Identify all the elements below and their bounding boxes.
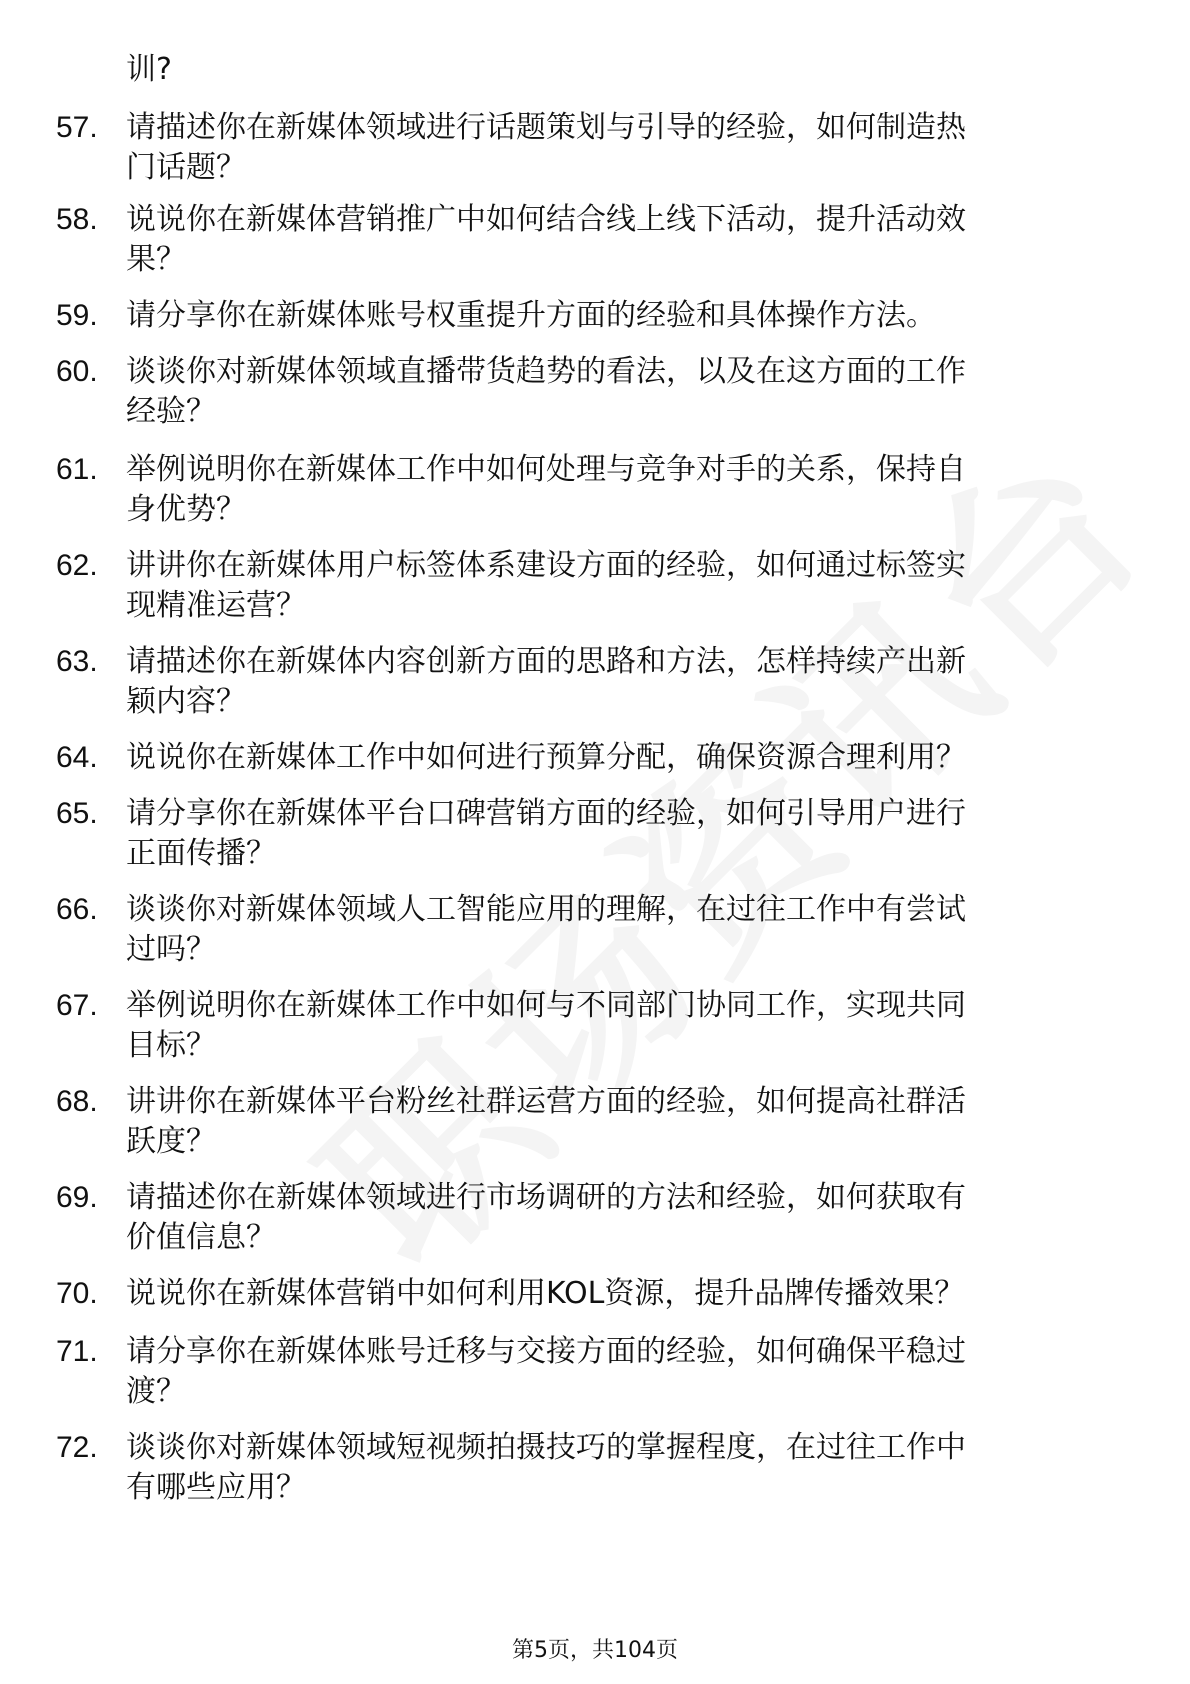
question-text [126, 1428, 1116, 1508]
page-footer: 第5页，共104页 [512, 1638, 678, 1663]
question-line: 请描述你在新媒体领域进行话题策划与引导的经验，如何制造热 [126, 110, 966, 145]
question-line: 讲讲你在新媒体用户标签体系建设方面的经验，如何通过标签实 [126, 548, 966, 583]
question-line: 身优势？ [126, 492, 246, 527]
question-number: 60. [56, 355, 98, 388]
question-line: 请描述你在新媒体内容创新方面的思路和方法，怎样持续产出新 [126, 644, 966, 679]
question-line: 说说你在新媒体工作中如何进行预算分配，确保资源合理利用？ [126, 740, 966, 775]
question-text [126, 352, 1116, 432]
question-number: 68. [56, 1085, 98, 1118]
question-number: 70. [56, 1277, 98, 1310]
question-line: 有哪些应用？ [126, 1470, 306, 1505]
question-number: 71. [56, 1335, 98, 1368]
question-text [126, 1274, 1116, 1314]
question-line: 正面传播？ [126, 836, 276, 871]
question-number: 72. [56, 1431, 98, 1464]
question-number: 59. [56, 299, 98, 332]
question-text [126, 1178, 1116, 1258]
continuation-text: 训? [126, 52, 172, 87]
question-line: 门话题？ [126, 150, 246, 185]
question-line: 请分享你在新媒体账号权重提升方面的经验和具体操作方法。 [126, 298, 936, 333]
question-line: 过吗？ [126, 932, 216, 967]
question-line: 请分享你在新媒体平台口碑营销方面的经验，如何引导用户进行 [126, 796, 966, 831]
question-text [126, 890, 1116, 970]
question-number: 58. [56, 203, 98, 236]
question-text [126, 450, 1116, 530]
question-line: 价值信息？ [126, 1220, 276, 1255]
question-number: 61. [56, 453, 98, 486]
question-number: 64. [56, 741, 98, 774]
question-text [126, 794, 1116, 874]
question-number: 65. [56, 797, 98, 830]
question-line: 举例说明你在新媒体工作中如何与不同部门协同工作，实现共同 [126, 988, 966, 1023]
question-text [126, 986, 1116, 1066]
question-text [126, 296, 1116, 336]
question-line: 请分享你在新媒体账号迁移与交接方面的经验，如何确保平稳过 [126, 1334, 966, 1369]
question-line: 谈谈你对新媒体领域人工智能应用的理解，在过往工作中有尝试 [126, 892, 966, 927]
question-text [126, 200, 1116, 280]
question-line: 谈谈你对新媒体领域直播带货趋势的看法，以及在这方面的工作 [126, 354, 966, 389]
question-number: 62. [56, 549, 98, 582]
question-text [126, 1332, 1116, 1412]
question-text [126, 108, 1116, 188]
question-line: 跃度？ [126, 1124, 216, 1159]
question-number: 66. [56, 893, 98, 926]
question-text [126, 546, 1116, 626]
question-line: 谈谈你对新媒体领域短视频拍摄技巧的掌握程度，在过往工作中 [126, 1430, 966, 1465]
question-line: 果？ [126, 242, 186, 277]
question-text [126, 1082, 1116, 1162]
question-line: 渡？ [126, 1374, 186, 1409]
question-line: 说说你在新媒体营销中如何利用KOL资源，提升品牌传播效果？ [126, 1276, 965, 1311]
question-line: 请描述你在新媒体领域进行市场调研的方法和经验，如何获取有 [126, 1180, 966, 1215]
question-text [126, 738, 1116, 778]
question-number: 67. [56, 989, 98, 1022]
question-line: 目标？ [126, 1028, 216, 1063]
question-number: 57. [56, 111, 98, 144]
question-line: 说说你在新媒体营销推广中如何结合线上线下活动，提升活动效 [126, 202, 966, 237]
question-line: 现精准运营？ [126, 588, 306, 623]
question-line: 颖内容？ [126, 684, 246, 719]
question-text [126, 642, 1116, 722]
question-line: 讲讲你在新媒体平台粉丝社群运营方面的经验，如何提高社群活 [126, 1084, 966, 1119]
question-number: 63. [56, 645, 98, 678]
question-line: 经验？ [126, 394, 216, 429]
question-number: 69. [56, 1181, 98, 1214]
question-line: 举例说明你在新媒体工作中如何处理与竞争对手的关系，保持自 [126, 452, 966, 487]
